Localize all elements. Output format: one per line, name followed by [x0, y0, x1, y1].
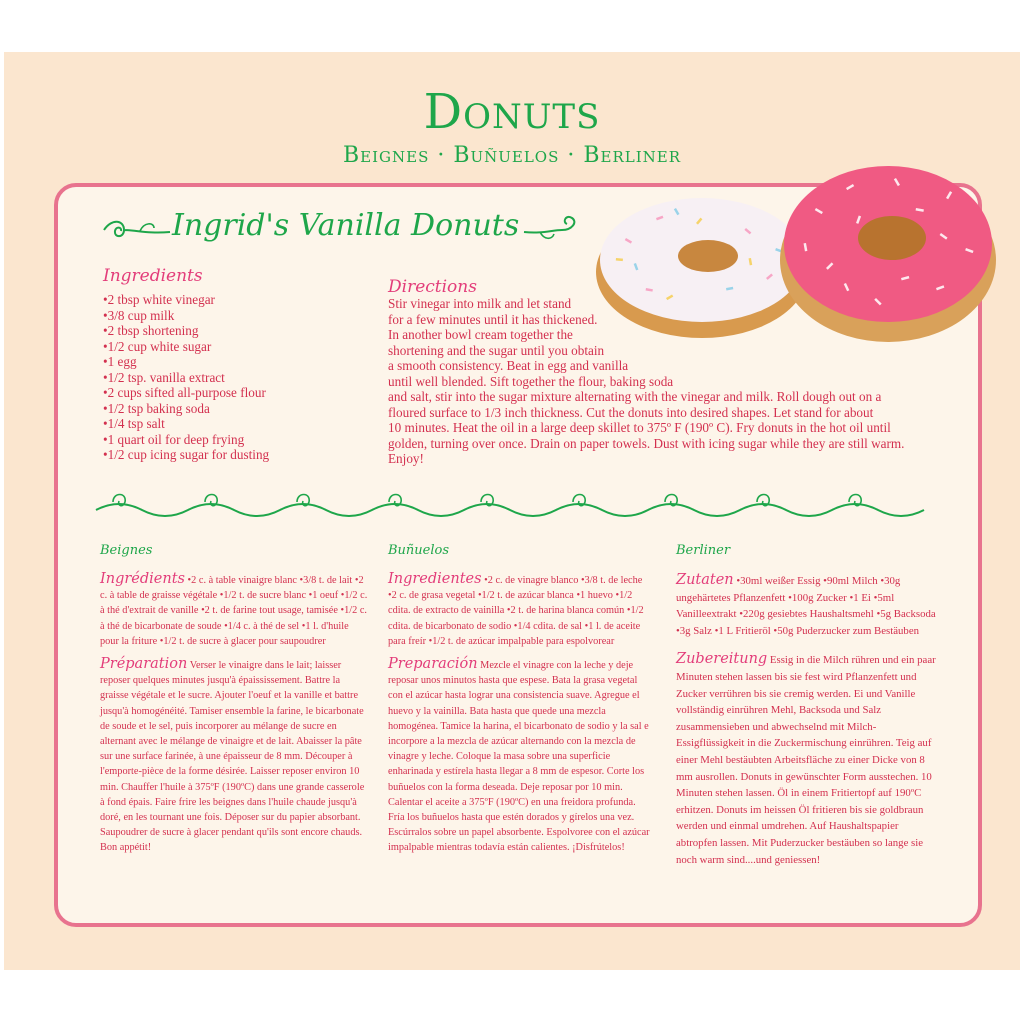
ingredient-item: • 1/2 tsp baking soda — [103, 401, 269, 417]
directions-line: Stir vinegar into milk and let stand — [388, 296, 572, 311]
beignes-preparation — [100, 657, 368, 856]
beignes-ingredients-text: •2 c. à table vinaigre blanc •3/8 t. de lait •2 c. à table de graisse végétale •1/2 t. de sucre blanc •1 oeuf •1/2 c. à thé d'extrait de vanille •2 t. de farine tout usage, tamisée •1/2 c. à thé de bicarbonate de soude •1/4 c. à thé de sel •1 l. d'huile pour la friture •1/2 t. de sucre à glacer pour saupoudrer — [100, 575, 368, 647]
ingredient-item: • 2 tbsp shortening — [103, 323, 269, 339]
directions-line: Enjoy! — [388, 451, 424, 466]
directions-text — [388, 296, 904, 467]
directions-heading: Directions — [388, 277, 477, 297]
title-flourish-right — [522, 212, 582, 246]
page-subtitle: Beignes · Buñuelos · Berliner — [342, 143, 682, 168]
ingredient-item: • 3/8 cup milk — [103, 308, 269, 324]
ingredient-item: • 1/2 tsp. vanilla extract — [103, 370, 269, 386]
berliner-column — [676, 543, 942, 868]
beignes-ingredients — [100, 572, 368, 649]
bunuelos-heading: Buñuelos — [388, 543, 450, 558]
bunuelos-ingredients-label: Ingredientes — [388, 571, 482, 587]
directions-line: and salt, stir into the sugar mixture alternating with the vinegar and milk. Roll dough out on a — [388, 389, 882, 404]
directions-line: a smooth consistency. Beat in egg and vanilla — [388, 358, 629, 373]
berliner-ingredients-text: •30ml weißer Essig •90ml Milch •30g ungehärtetes Pflanzenfett •100g Zucker •1 Ei •5ml Vanilleextrakt •220g gesiebtes Haushaltsmehl •5g Backsoda •3g Salz •1 L Fritieröl •50g Puderzucker zum Bestäuben — [676, 575, 936, 637]
ingredient-item: • 1/2 cup icing sugar for dusting — [103, 447, 269, 463]
bunuelos-prep-label: Preparación — [388, 656, 478, 673]
directions-line: shortening and the sugar until you obtain — [388, 342, 605, 358]
ingredient-item: • 1/2 cup white sugar — [103, 339, 269, 355]
page-title: Donuts — [423, 84, 601, 140]
berliner-ingredients — [676, 572, 942, 639]
ingredient-item: • 1/4 tsp salt — [103, 416, 269, 432]
ingredient-item: • 1 quart oil for deep frying — [103, 432, 269, 448]
beignes-prep-text: Verser le vinaigre dans le lait; laisser reposer quelques minutes jusqu'à épaississement. Battre la graisse végétale et le sucre. Ajouter l'oeuf et la vanille et battre jusqu'à homogénéité. Tamiser ensemble la farine, le bicarbonate de soude et le sel, puis incorporer au mélange de sucre en alternant avec le mélange de vinaigre et de lait. Abaisser la pâte sur une surface farinée, à une épaisseur de 8 mm. Découper à l'emporte-pièce de la forme désirée. Laisser reposer environ 10 min. Chauffer l'huile à 375ºF (190ºC) dans une grande casserole à fond épais. Faire frire les beignes dans l'huile chaude jusqu'à doré, en les tournant une fois. Déposer sur du papier absorbant. Saupoudrer de sucre à glacer pendant qu'ils sont encore chauds. Bon appétit! — [100, 660, 365, 854]
directions-line: for a few minutes until it has thickened. — [388, 311, 598, 327]
berliner-heading: Berliner — [676, 543, 731, 558]
berliner-prep-label: Zubereitung — [676, 651, 768, 668]
directions-line: 10 minutes. Heat the oil in a large deep skillet to 375º F (190º C). Fry donuts in the hot oil until — [388, 420, 891, 435]
directions-line: In another bowl cream together the — [388, 327, 573, 342]
ingredient-item: • 2 cups sifted all-purpose flour — [103, 385, 269, 401]
beignes-heading: Beignes — [100, 543, 153, 558]
berliner-prep-text: Essig in die Milch rühren und ein paar Minuten stehen lassen bis sie fest wird Pflanzenfett und Zucker verrühren bis sie cremig werden. Ei und Vanille vollständig einrühren Mehl, Backsoda und Salz zusammensieben und abwechselnd mit Milch-Essigflüssigkeit in die Zuckermischung einrühren. Teig auf einer Mehl bestäubten Arbeitsfläche zu einer Dicke von 8 mm ausrollen. Donuts in gewünschter Form ausstechen. 10 Minuten stehen lassen. Öl in einem Fritiertopf auf 190ºC erhitzen. Donuts im heissen Öl fritieren bis sie goldbraun werden und einmal umdrehen. Auf Haushaltspapier abtropfen lassen. Mit Puderzucker bestäuben so lange sie noch warm sind....und geniessen! — [676, 654, 936, 866]
ingredients-list — [103, 292, 269, 463]
ingredient-item: • 2 tbsp white vinegar — [103, 292, 269, 308]
bunuelos-ingredients — [388, 572, 650, 649]
ingredients-heading: Ingredients — [103, 266, 203, 286]
directions-line: floured surface to 1/3 inch thickness. Cut the donuts into desired shapes. Let stand for about — [388, 404, 874, 420]
ingredient-item: • 1 egg — [103, 354, 269, 370]
berliner-preparation — [676, 651, 942, 868]
directions-line: golden, turning over once. Drain on paper towels. Dust with icing sugar while they are still warm. — [388, 435, 905, 451]
recipe-title: Ingrid's Vanilla Donuts — [172, 208, 520, 243]
bunuelos-ingredients-text: •2 c. de vinagre blanco •3/8 t. de leche •2 c. de grasa vegetal •1/2 t. de azúcar blanca •1 huevo •1/2 cdita. de extracto de vainilla •2 t. de harina blanca común •1/2 cdita. de bicarbonato de sodio •1/4 cdita. de sal •1 l. de aceite para freír •1/2 t. de azúcar impalpable para espolvorear — [388, 575, 644, 647]
bunuelos-column — [388, 543, 650, 856]
beignes-prep-label: Préparation — [100, 656, 188, 673]
directions-line: until well blended. Sift together the flour, baking soda — [388, 373, 674, 389]
bunuelos-prep-text: Mezcle el vinagre con la leche y deje reposar unos minutos hasta que espese. Bata la grasa vegetal con el azúcar hasta lograr una consistencia suave. Agregue el huevo y la vainilla. Bata hasta que quede una mezcla homogénea. Tamice la harina, el bicarbonato de sodio y la sal e incorpore a la mezcla de azúcar alternando con la mezcla de vinagre y leche. Coloque la masa sobre una superficie enharinada y estírela hasta llegar a 8 mm de espesor. Corte los buñuelos con la forma deseada. Deje reposar por 10 min. Calentar el aceite a 375ºF (190ºC) en una freidora profunda. Fría los buñuelos hasta que estén dorados y gírelos una vez. Escúrralos sobre un papel absorbente. Espolvoree con el azúcar impalpable mientras todavía están calientes. ¡Disfrútelos! — [388, 660, 650, 854]
berliner-ingredients-label: Zutaten — [676, 572, 734, 588]
beignes-ingredients-label: Ingrédients — [100, 571, 185, 587]
divider-flourish — [92, 490, 932, 530]
beignes-column — [100, 543, 368, 856]
title-flourish-left — [102, 212, 172, 246]
bunuelos-preparation — [388, 657, 650, 856]
